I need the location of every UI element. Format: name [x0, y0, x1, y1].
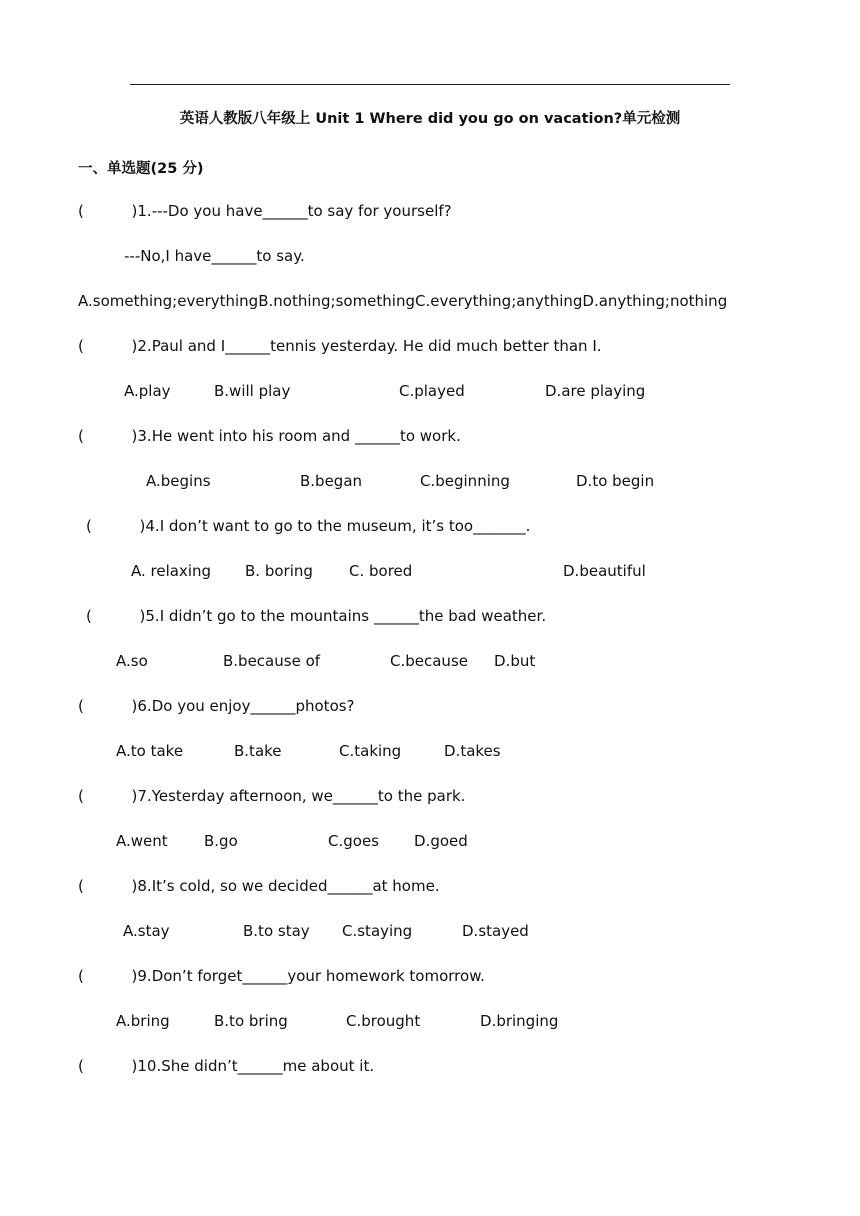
question-2-stem: ( )2.Paul and I______tennis yesterday. He did much better than I. — [78, 337, 602, 355]
question-5-option-a: A.so — [116, 652, 148, 670]
question-4-option-c: C. bored — [349, 562, 413, 580]
question-1-stem-reply: ---No,I have______to say. — [124, 247, 305, 265]
question-1-options: A.something;everythingB.nothing;somethingC.everything;anythingD.anything;nothing — [78, 292, 728, 310]
question-4-option-b: B. boring — [245, 562, 313, 580]
question-4-option-d: D.beautiful — [563, 562, 646, 580]
question-7-option-a: A.went — [116, 832, 168, 850]
question-7-option-d: D.goed — [414, 832, 468, 850]
question-3-stem: ( )3.He went into his room and ______to work. — [78, 427, 461, 445]
header-rule — [130, 84, 730, 85]
section-heading: 一、单选题(25 分) — [78, 161, 204, 177]
question-4-option-a: A. relaxing — [131, 562, 212, 580]
question-7-option-b: B.go — [204, 832, 238, 850]
question-6-option-b: B.take — [234, 742, 282, 760]
question-9-option-a: A.bring — [116, 1012, 170, 1030]
question-2-option-a: A.play — [124, 382, 171, 400]
question-9-option-b: B.to bring — [214, 1012, 288, 1030]
question-10-stem: ( )10.She didn’t______me about it. — [78, 1057, 375, 1075]
question-5-stem: ( )5.I didn’t go to the mountains ______the bad weather. — [86, 607, 547, 625]
question-7-option-c: C.goes — [328, 832, 379, 850]
question-2-option-c: C.played — [399, 382, 465, 400]
question-9-option-d: D.bringing — [480, 1012, 559, 1030]
question-5-option-b: B.because of — [223, 652, 321, 670]
question-1-stem: ( )1.---Do you have______to say for yourself? — [78, 202, 452, 220]
question-6-stem: ( )6.Do you enjoy______photos? — [78, 697, 355, 715]
question-8-stem: ( )8.It’s cold, so we decided______at home. — [78, 877, 440, 895]
question-8-option-c: C.staying — [342, 922, 413, 940]
question-2-option-b: B.will play — [214, 382, 291, 400]
question-6-option-a: A.to take — [116, 742, 184, 760]
document-title: 英语人教版八年级上 Unit 1 Where did you go on vacation?单元检测 — [179, 111, 681, 127]
question-8-option-a: A.stay — [123, 922, 170, 940]
question-3-option-b: B.began — [300, 472, 363, 490]
question-9-option-c: C.brought — [346, 1012, 421, 1030]
question-3-option-c: C.beginning — [420, 472, 510, 490]
question-6-option-d: D.takes — [444, 742, 501, 760]
question-6-option-c: C.taking — [339, 742, 402, 760]
question-5-option-d: D.but — [494, 652, 536, 670]
question-2-option-d: D.are playing — [545, 382, 646, 400]
question-3-option-a: A.begins — [146, 472, 211, 490]
question-3-option-d: D.to begin — [576, 472, 655, 490]
question-8-option-d: D.stayed — [462, 922, 529, 940]
question-9-stem: ( )9.Don’t forget______your homework tomorrow. — [78, 967, 485, 985]
question-8-option-b: B.to stay — [243, 922, 310, 940]
question-5-option-c: C.because — [390, 652, 468, 670]
question-7-stem: ( )7.Yesterday afternoon, we______to the park. — [78, 787, 466, 805]
question-4-stem: ( )4.I don’t want to go to the museum, it’s too_______. — [86, 517, 531, 535]
